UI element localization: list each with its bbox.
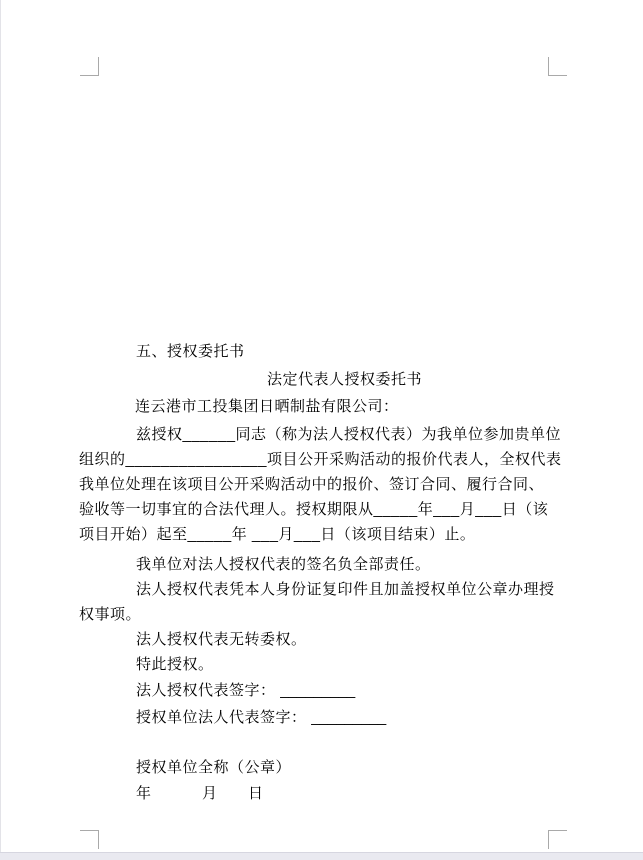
text-boundary-mark-bottom-left <box>80 830 99 849</box>
body-line: 兹授权______同志（称为法人授权代表）为我单位参加贵单位 <box>136 426 562 443</box>
body-line: 法人授权代表无转委权。 <box>136 631 307 648</box>
year-label: 年 <box>136 785 152 802</box>
body-line: 权事项。 <box>79 606 142 623</box>
signature-line <box>136 681 355 700</box>
app-background <box>0 852 643 860</box>
day-label: 日 <box>248 785 264 802</box>
date-line <box>136 784 296 803</box>
signature-blank[interactable]: _________ <box>280 682 356 699</box>
text-boundary-mark-top-right <box>548 57 567 76</box>
text-boundary-mark-bottom-right <box>548 830 567 849</box>
unit-name-line: 授权单位全称（公章） <box>136 759 292 776</box>
signature-label: 法人授权代表签字： <box>136 682 276 699</box>
doc-title: 法定代表人授权委托书 <box>267 371 423 388</box>
body-line: 我单位处理在该项目公开采购活动中的报价、签订合同、履行合同、 <box>79 476 545 493</box>
body-line: 组织的________________项目公开采购活动的报价代表人，全权代表 <box>79 451 562 468</box>
recipient-line: 连云港市工投集团日晒制盐有限公司： <box>135 398 399 415</box>
signature-line <box>136 708 386 727</box>
body-line: 特此授权。 <box>136 656 214 673</box>
body-line: 验收等一切事宜的合法代理人。授权期限从_____年___月___日（该 <box>79 501 549 518</box>
body-line: 法人授权代表凭本人身份证复印件且加盖授权单位公章办理授 <box>136 581 555 598</box>
text-boundary-mark-top-left <box>80 57 99 76</box>
signature-blank[interactable]: _________ <box>311 709 387 726</box>
section-heading: 五、授权委托书 <box>136 343 245 360</box>
body-line: 项目开始）起至_____年 ___月___日（该项目结束）止。 <box>79 526 476 543</box>
month-label: 月 <box>202 785 218 802</box>
body-line: 我单位对法人授权代表的签名负全部责任。 <box>136 556 431 573</box>
signature-label: 授权单位法人代表签字： <box>136 709 307 726</box>
